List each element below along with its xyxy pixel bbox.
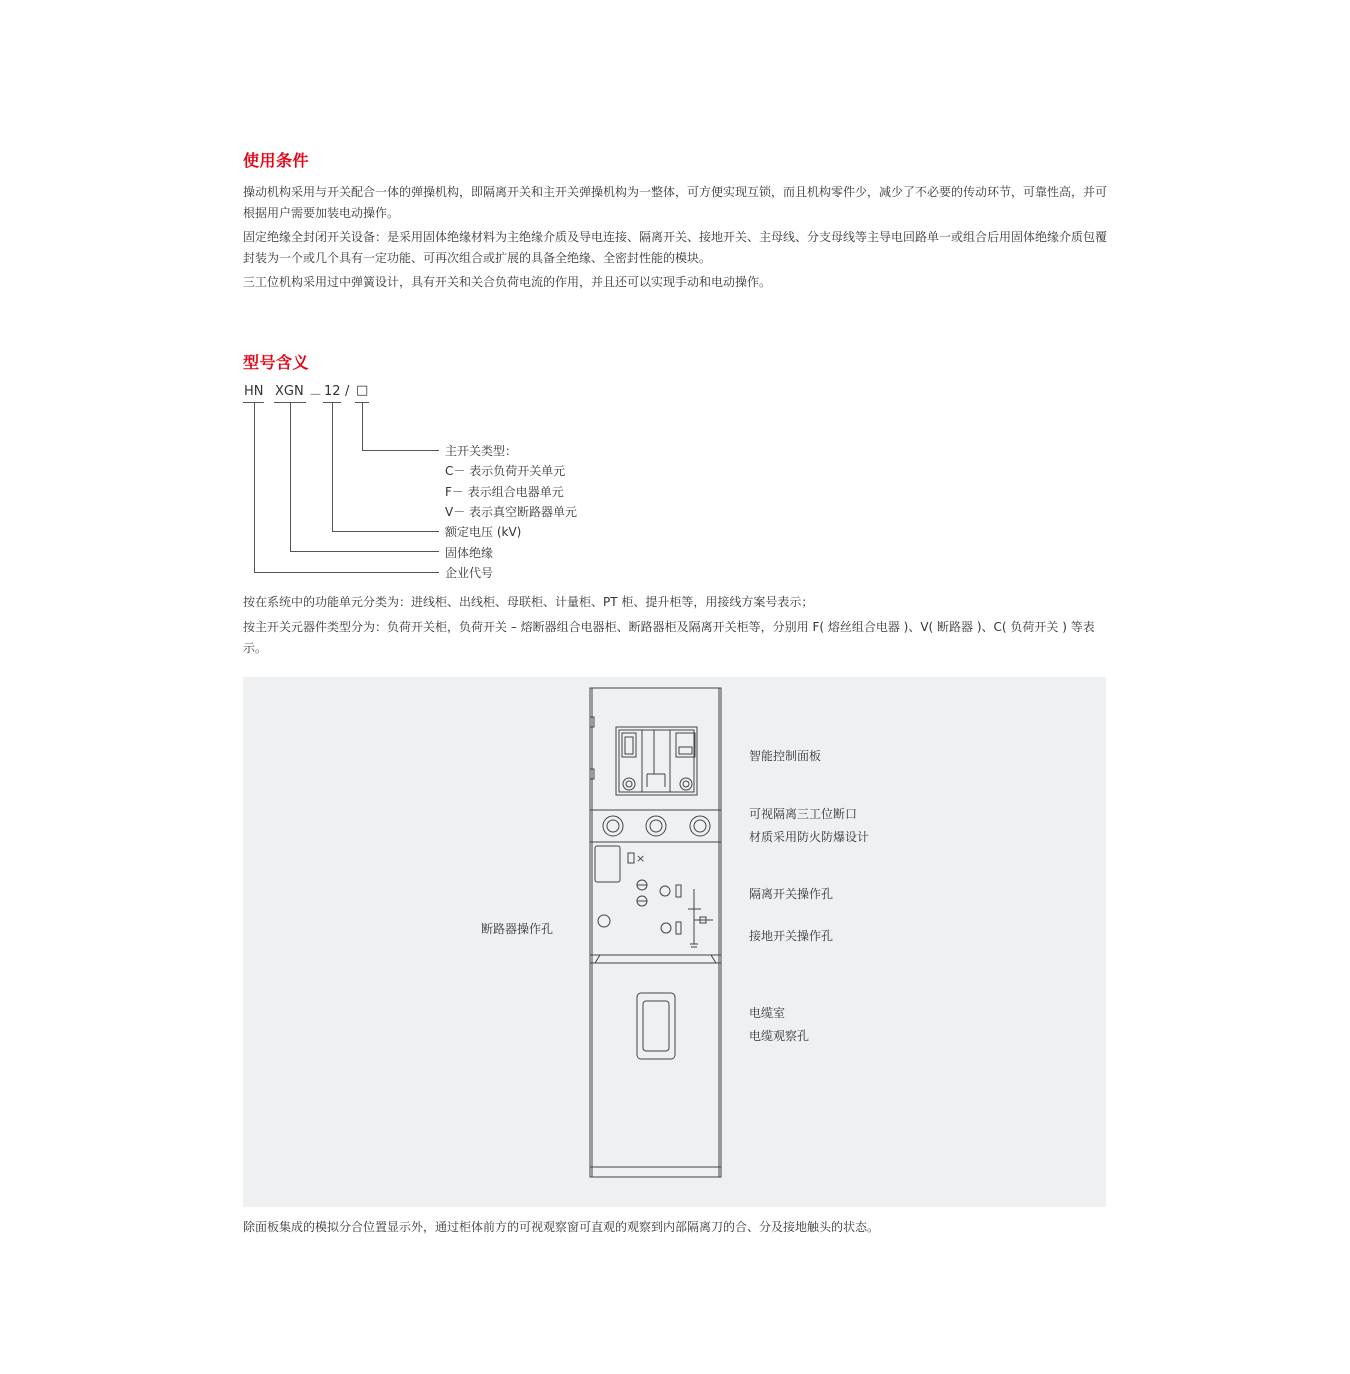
code-xgn: XGN — [275, 384, 304, 399]
label-cable-window: 电缆观察孔 — [749, 1029, 810, 1043]
footer-note: 除面板集成的模拟分合位置显示外，通过柜体前方的可视观察窗可直观的观察到内部隔离刀的合、分及接地触头的状态。 — [243, 1220, 880, 1234]
model-note-2: 按主开关元器件类型分为：负荷开关柜，负荷开关 – 熔断器组合电器柜、断路器柜及隔离开关柜等，分别用 F( 熔丝组合电器 )、V( 断路器 )、C( 负荷开关 ) 等表示。 — [243, 620, 1095, 655]
code-box: □ — [356, 383, 369, 398]
usage-paragraph-3: 三工位机构采用过中弹簧设计，具有开关和关合负荷电流的作用，并且还可以实现手动和电动操作。 — [243, 275, 772, 289]
usage-paragraph-2: 固定绝缘全封闭开关设备：是采用固体绝缘材料为主绝缘介质及导电连接、隔离开关、接地开关、主母线、分支母线等主导电回路单一或组合后用固体绝缘介质包覆封装为一个或几个具有一定功能、可再次组合或扩展的具备全绝缘、全密封性能的模块。 — [243, 230, 1108, 265]
model-title: 型号含义 — [243, 353, 310, 372]
label-breaker-hole: 断路器操作孔 — [481, 922, 554, 936]
code-slash: / — [345, 384, 350, 399]
label-material: 材质采用防火防爆设计 — [749, 830, 870, 844]
legend-rated-voltage: 额定电压 (kV) — [445, 525, 522, 539]
label-cable-room: 电缆室 — [749, 1006, 786, 1020]
model-note-1: 按在系统中的功能单元分类为：进线柜、出线柜、母联柜、计量柜、PT 柜、提升柜等，用接线方案号表示； — [243, 595, 814, 609]
legend-v: V－ 表示真空断路器单元 — [445, 505, 578, 519]
legend-solid-insulation: 固体绝缘 — [445, 546, 494, 560]
cabinet-x-symbol: × — [636, 852, 646, 865]
code-rated: 12 — [324, 384, 341, 399]
usage-paragraph-1: 操动机构采用与开关配合一体的弹操机构，即隔离开关和主开关弹操机构为一整体，可方便实现互锁，而且机构零件少，减少了不必要的传动环节，可靠性高，并可根据用户需要加装电动操作。 — [243, 185, 1108, 220]
label-visible-break: 可视隔离三工位断口 — [749, 807, 858, 821]
legend-f: F－ 表示组合电器单元 — [445, 485, 564, 499]
legend-switch-type: 主开关类型： — [445, 444, 518, 458]
legend-c: C－ 表示负荷开关单元 — [445, 464, 566, 478]
cabinet-drawing — [243, 677, 1106, 1207]
label-earth-hole: 接地开关操作孔 — [749, 929, 834, 943]
legend-company-code: 企业代号 — [445, 566, 494, 580]
label-isolator-hole: 隔离开关操作孔 — [749, 887, 834, 901]
cabinet-diagram — [243, 677, 1106, 1207]
code-hn: HN — [244, 384, 264, 399]
usage-title: 使用条件 — [243, 151, 310, 170]
label-control-panel: 智能控制面板 — [749, 749, 822, 763]
code-dash: － — [309, 388, 323, 403]
